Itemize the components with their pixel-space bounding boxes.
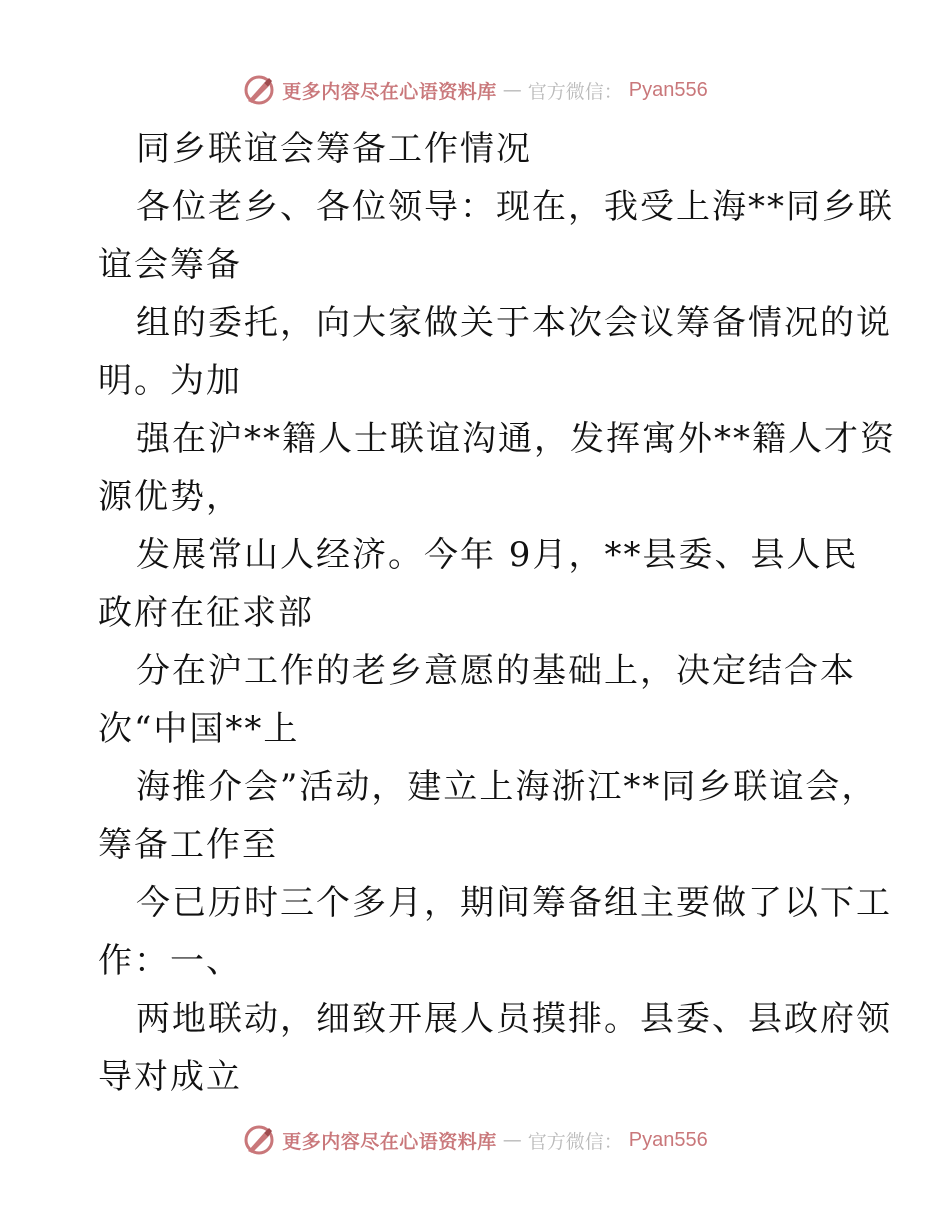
- pen-logo-icon: [242, 73, 276, 107]
- text-line: 今已历时三个多月，期间筹备组主要做了以下工: [136, 883, 892, 923]
- footer-wechat-label: 官方微信：: [527, 1130, 623, 1153]
- header-wechat-id: Pyan556: [628, 78, 708, 101]
- text-line: 明。为加: [98, 361, 242, 401]
- document-body: [98, 120, 896, 1106]
- text-line: 源优势，: [98, 477, 242, 517]
- text-line: 谊会筹备: [98, 245, 242, 285]
- document-title: 同乡联谊会筹备工作情况: [136, 129, 532, 169]
- footer-watermark: [0, 1120, 950, 1160]
- text-line: 分在沪工作的老乡意愿的基础上，决定结合本: [136, 651, 856, 691]
- text-line: 两地联动，细致开展人员摸排。县委、县政府领: [136, 999, 892, 1039]
- text-line: 海推介会”活动，建立上海浙江**同乡联谊会，: [136, 767, 878, 807]
- text-line: 强在沪**籍人士联谊沟通，发挥寓外**籍人才资: [136, 419, 896, 459]
- text-line: 作：一、: [98, 941, 242, 981]
- header-dash: —: [502, 79, 522, 101]
- text-line: 各位老乡、各位领导：现在，我受上海**同乡联: [136, 187, 894, 227]
- footer-text: 更多内容尽在心语资料库: [282, 1130, 497, 1153]
- pen-logo-icon: [242, 1123, 276, 1157]
- footer-wechat-id: Pyan556: [628, 1128, 708, 1151]
- text-line: 组的委托，向大家做关于本次会议筹备情况的说: [136, 303, 892, 343]
- text-line: 发展常山人经济。今年 9月，**县委、县人民: [136, 535, 859, 575]
- header-wechat-label: 官方微信：: [527, 80, 623, 103]
- text-line: 筹备工作至: [98, 825, 278, 865]
- footer-dash: —: [502, 1129, 522, 1151]
- text-line: 导对成立: [98, 1057, 242, 1097]
- header-watermark: [0, 70, 950, 110]
- text-line: 次“中国**上: [98, 709, 300, 749]
- header-text: 更多内容尽在心语资料库: [282, 80, 497, 103]
- text-line: 政府在征求部: [98, 593, 314, 633]
